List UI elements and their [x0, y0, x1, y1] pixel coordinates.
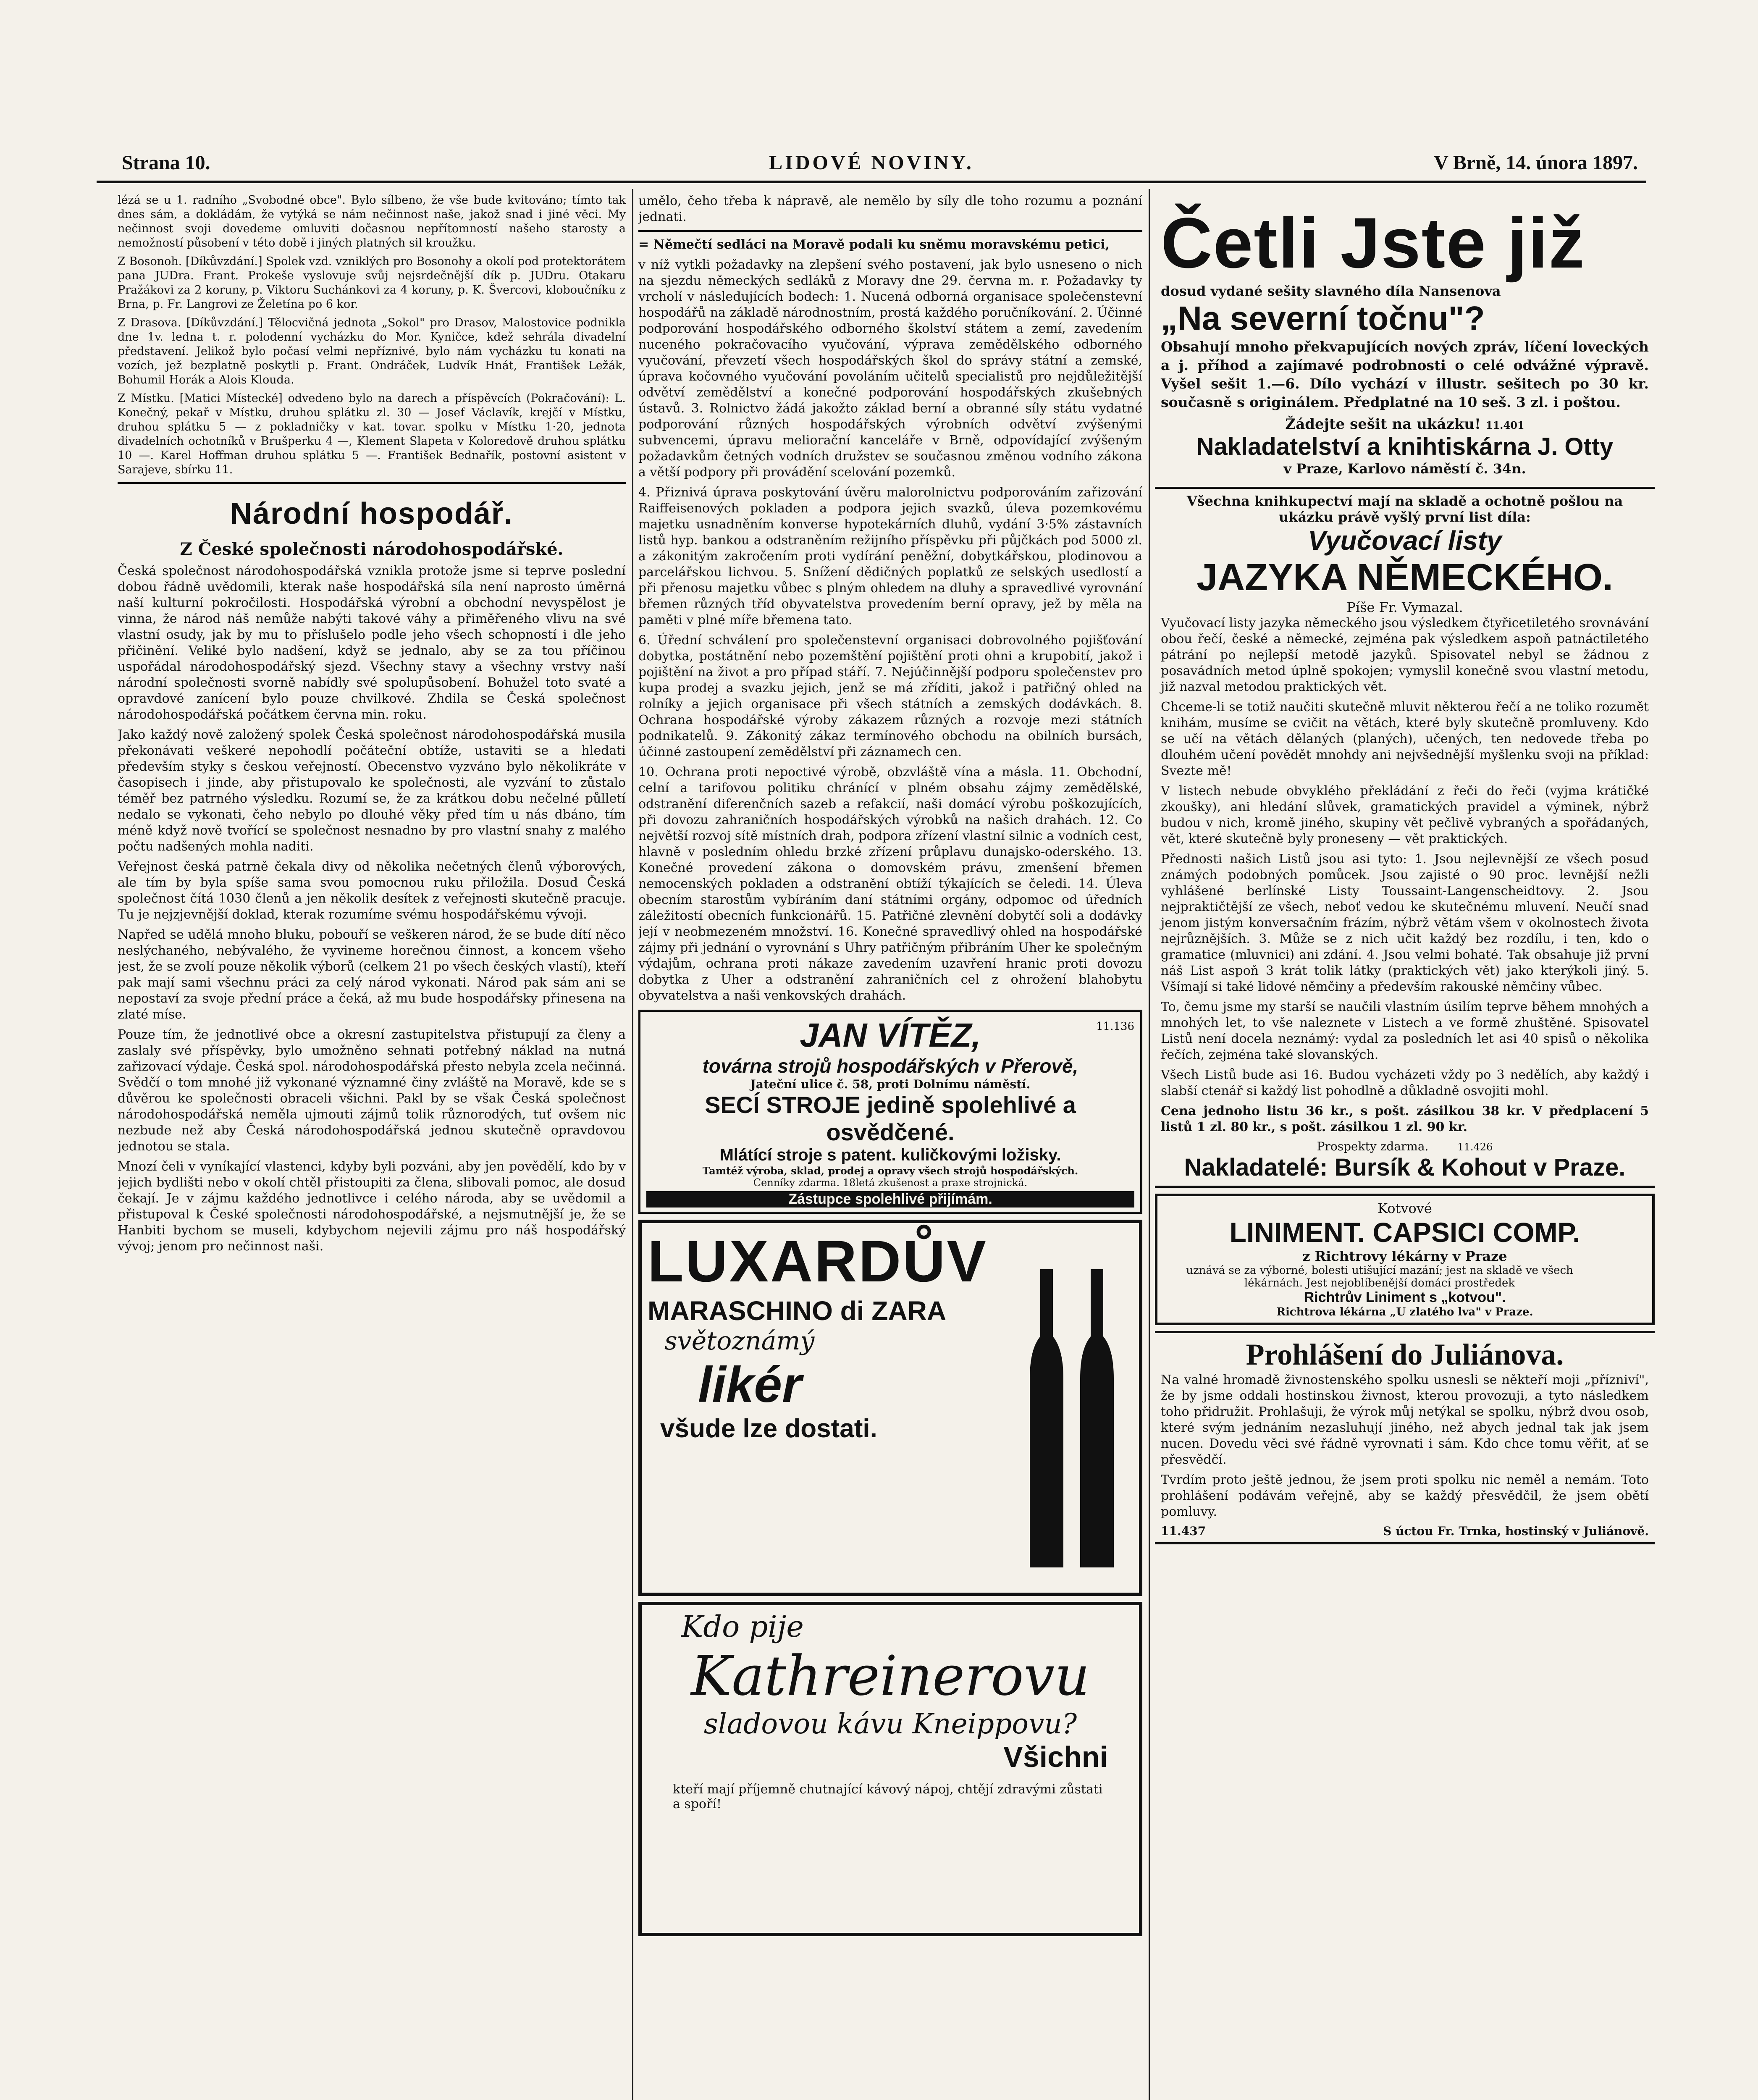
- ad-brand: LUXARDŮV: [648, 1228, 988, 1294]
- paragraph: To, čemu jsme my starší se naučili vlastním úsilím teprve během mnohých a mnohých let, to vše naleznete v Listech a ve formě zhuštěné. Spisovatel Listů není docela neznámý: vydal za posledních let asi 40 spisů o několika řečích, zejména také slovanských.: [1161, 1000, 1649, 1062]
- column-2: [638, 193, 1142, 2100]
- article-headline: = Němečtí sedláci na Moravě podali ku sněmu moravskému petici,: [638, 237, 1110, 252]
- paragraph: Vyučovací listy jazyka německého jsou výsledkem čtyřicetiletého srovnávání obou řečí, české a německé, zejména pak výsledkem aspoň patnáctiletého pátrání po nejlepší metodě jazyků. Spisovatel nebyl se žádnou z posavádních metod úplně spokojen; vymyslil konečně svou vlastní metodu, již nazval metodou praktických vět.: [1161, 616, 1649, 694]
- paragraph: umělo, čeho třeba k nápravě, ale nemělo by síly dle toho rozumu a poznání jednati.: [638, 194, 1142, 224]
- paragraph: Z Bosonoh. [Díkůvzdání.] Spolek vzd. vzniklých pro Bosonohy a okolí pod protektorátem pana JUDra. Frant. Prokeše vyslovuje svůj nejsrdečnější dík p. JUDru. Otakaru Pražákovi za 2 koruny, p. Viktoru Suchánkovi za 4 koruny, p. K. Švercovi, kloboučníku z Brna, p. Fr. Langrovi ze Želetína po 6 kor.: [118, 255, 626, 311]
- paragraph: Napřed se udělá mnoho bluku, pobouří se veškeren národ, že se bude dítí něco neslýchaného, nebývalého, že vyvineme horečnou činnost, a koncem všeho jest, že se zvolí pouze několik výborů (celkem 21 po všech českých vlastí), kteří pak mají sami všechnu práci za celý národ vykonati. Národ pak sám ani se nepostaví za svoje přední práce a čeká, až mu bude hospodářsky přinesena na zlaté míse.: [118, 927, 626, 1022]
- ad-number: 11.426: [1457, 1141, 1493, 1153]
- ad-title: JAZYKA NĚMECKÉHO.: [1196, 556, 1613, 598]
- ad-line: SECÍ STROJE jedině spolehlivé a osvědčené.: [705, 1092, 1076, 1145]
- ad-body: Obsahují mnoho překvapujících nových zpráv, líčení loveckých a j. příhod a zajímavé podrobnosti o celé odvážné výpravě. Vyšel sešit 1.—6. Dílo vychází v illustr. sešitech po 30 kr. současně s originálem. Předplatné na 10 seš. 3 zl. i poštou.: [1161, 339, 1649, 410]
- ad-number: 11.401: [1485, 419, 1524, 431]
- ad-line: Cenníky zdarma. 18letá zkušenost a praxe strojnická.: [753, 1177, 1028, 1189]
- ad-line: Mlátící stroje s patent. kuličkovými ložisky.: [719, 1146, 1061, 1164]
- ad-slogan: světoznámý: [664, 1326, 815, 1356]
- paragraph: Cena jednoho listu 36 kr., s pošt. zásilkou 38 kr. V předplacení 5 listů 1 zl. 80 kr., s pošt. zásilkou 1 zl. 90 kr.: [1161, 1104, 1649, 1134]
- ad-line: Jateční ulice č. 58, proti Dolnímu náměstí.: [750, 1077, 1031, 1091]
- advert-jan-vitez: [638, 1010, 1142, 1214]
- notice-julianov: [1155, 1331, 1655, 1544]
- advert-luxardo: [638, 1220, 1142, 1596]
- column-divider: [632, 189, 633, 2100]
- divider: [118, 482, 626, 484]
- paragraph: Všech Listů bude asi 16. Budou vycházeti vždy po 3 nedělích, aby každý i slabší ctenář si každý list pohodlně a důkladně osvojiti mohl.: [1161, 1068, 1649, 1098]
- notice-title: Prohlášení do Juliánova.: [1246, 1338, 1564, 1371]
- ad-line: Tamtéž výroba, sklad, prodej a opravy všech strojů hospodářských.: [702, 1165, 1078, 1177]
- ad-title: Vyučovací listy: [1308, 525, 1502, 556]
- ad-line: Kdo pije: [681, 1609, 804, 1644]
- advert-liniment: [1155, 1194, 1655, 1325]
- ad-line: z Richtrovy lékárny v Praze: [1302, 1248, 1507, 1264]
- paragraph: Přednosti našich Listů jsou asi tyto: 1. Jsou nejlevnější ze všech posud známých podobných pomůcek. Jsou zajisté o 90 proc. levnější nežli vyhlášené berlínské Listy Toussaint-Langenscheidtovy. 2. Jsou nejpraktičtější ze všech, neboť vedou ke skutečnému mluvení. Neučí snad jenom jistým konversačním frázím, nýbrž větám všem v okolnostech života nejrůznějších. 3. Může se z nich učit každý bez rozdílu, i ten, kdo o gramatice (mluvnici) ani zdání. 4. Jsou velmi bohaté. Tak obsahuje již první náš List aspoň 3 krát tolik látky (praktických vět) jako kterýkoli jiný. 5. Všímají si také lidové němčiny a především rakouské němčiny vůbec.: [1161, 852, 1649, 994]
- ad-line: Zástupce spolehlivé přijímám.: [646, 1191, 1134, 1208]
- advert-nemecky-jazyk: [1155, 487, 1655, 1188]
- ad-slogan: všude lze dostati.: [660, 1414, 877, 1443]
- ad-title: LINIMENT. CAPSICI COMP.: [1229, 1217, 1580, 1248]
- ad-slogan: likér: [698, 1357, 802, 1413]
- paragraph: Chceme-li se totiž naučiti skutečně mluvit některou řečí a ne toliko rozumět knihám, musíme se cvičit na větách, které byly skutečně promluveny. Kdo se učí na větách dělaných (planých), učených, ten nedovede třeba po dlouhém učení povědět mnohdy ani nejvšednější myšlenku svoji na příklad: Svezte mě!: [1161, 700, 1649, 778]
- paragraph: Veřejnost česká patrně čekala divy od několika nečetných členů výborových, ale tím by byla spíše sama svou pomocnou ruku přiložila. Dosud Česká společnost čítá 1030 členů a jen několik desítek z veřejnosti skutečně pracuje. Tu je nejzjevnější doklad, kterak rozumíme svému hospodářskému vývoji.: [118, 859, 626, 922]
- notice-number: 11.437: [1161, 1524, 1206, 1538]
- paragraph: V listech nebude obvyklého překládání z řeči do řeči (vyjma krátičké zkoušky), ani hledání slůvek, gramatických pravidel a výminek, nýbrž budou v nich, kromě jiného, skupiny vět pečlivě vybraných a spořádaných, vět, které skutečně byly proneseny — vět praktických.: [1161, 784, 1649, 846]
- paragraph: v níž vytkli požadavky na zlepšení svého postavení, jak bylo usneseno o nich na sjezdu německých sedláků z Moravy dne 29. června m. r. Požadavky ty vrcholí v následujících bodech: 1. Nucená odborná organisace společenstevní hospodářů na základě národnostním, prostá každého poručníkování. 2. Účinné podporování hospodářského odborného školství státem a zemí, zavedením nuceného pokračovacího vyučování, výprava zemědělského odborného vyučování, převzetí všech hospodářských škol do správy státní a zemské, úprava kočovného vyučování povoláním učitelů specialistů pro nejdůležitější odvětví zemědělství a konečné podporování hospodářských zkušebných ústavů. 3. Rolnictvo žádá jakožto základ berní a obranné síly státu vydatné podporování různých hospodářských výrobních odvětví zvýšenými subvencemi, úpravu meliorační kanceláře v Brně, odpovídající zvýšeným požadavkům četných vodních družstev se současnou změnou vodního zákona a větší podpory při provádění scelování pozemků.: [638, 257, 1142, 480]
- ad-publisher: Nakladatelé: Bursík & Kohout v Praze.: [1184, 1154, 1626, 1181]
- ad-cta: [1161, 416, 1649, 433]
- page-header: [97, 151, 1646, 183]
- ad-title: Četli Jste již: [1161, 203, 1585, 283]
- ad-line: uznává se za výborné, bolesti utišující mazání; jest na skladě ve všech lékárnách. Jest nejoblíbenější domácí prostředek: [1186, 1264, 1573, 1289]
- paragraph: Česká společnost národohospodářská vznikla protože jsme si teprve poslední dobou řádně uvědomili, kterak naše hospodářská síla není naprosto úměrná naší kulturní pokročilosti. Hospodářská výrobní a obchodní nevyspělost je vinna, že národ náš nemůže nabýti takové váhy a přiměřeného vlivu na své vlastní osudy, jak by mu to příslušelo podle jeho všech schopností i dle jeho přičinění. Veliké bylo nadšení, když se jednalo, aby se za tou příčinou uspořádal národohospodářský sjezd. Všechny stavy a všechny vrstvy naší národní společnosti svorně nabídly své spolupůsobení. Bohužel toto svaté a opravdové zanícení bylo pouze chvilkové. Zhdila se Česká společnost národohospodářská počátkem června min. roku.: [118, 564, 626, 722]
- paragraph: Mnozí čeli v vyníkající vlastenci, kdyby byli pozváni, aby jen povědělí, kdo by v jejich bydlišti nebo v okolí chtěl přistoupiti za člena, slibovali pomoc, ale dosud čekají. Je v zájmu každého jednotlivce i celého národa, aby se uvědomil a přistupoval k České společnosti národohospodářské, a nejsmutnější je, že se Hanbiti bychom se museli, kdybychom nejevili zájmu pro náš hospodářský vývoj; jenom pro nečinnost naši.: [118, 1159, 626, 1254]
- ad-brand: JAN VÍTĚZ,: [800, 1016, 981, 1054]
- paragraph: Tvrdím proto ještě jednou, že jsem proti spolku nic neměl a nemám. Toto prohlášení podávám veřejně, aby se každý přesvědčil, že jsem obětí pomluvy.: [1161, 1473, 1649, 1519]
- issue-date: V Brně, 14. února 1897.: [1434, 152, 1638, 174]
- ad-line: Všechna knihkupectví mají na skladě a ochotně pošlou na ukázku právě vyšlý první list díla:: [1186, 493, 1623, 525]
- article-title: Z České společnosti národohospodářské.: [180, 539, 564, 559]
- ad-line: továrna strojů hospodářských v Přerově,: [702, 1055, 1078, 1077]
- ad-author: Píše Fr. Vymazal.: [1346, 599, 1463, 615]
- ad-line: kteří mají příjemně chutnající kávový nápoj, chtějí zdravými zůstati a spoří!: [673, 1782, 1103, 1811]
- divider: [638, 230, 1142, 232]
- ad-brand: Kathreinerovu: [691, 1644, 1090, 1708]
- paragraph: Z Drasova. [Díkůvzdání.] Tělocvičná jednota „Sokol" pro Drasov, Malostovice podnikla dne 1v. ledna t. r. polodenní vycházku do Mor. Kyničce, kdež sehrála divadelní představení. Jelikož bylo počasí velmi nepříznivé, bylo nám vycházku tu konati na vozích, jež bezplatně poskytli p. Frant. Ondráček, Ludvík Hnát, František Ležák, Bohumil Horák a Alois Klouda.: [118, 316, 626, 386]
- advert-kathreiner: [638, 1602, 1142, 1936]
- column-1: [118, 193, 626, 2100]
- ad-line: Prospekty zdarma.: [1317, 1139, 1429, 1153]
- column-3: [1155, 193, 1655, 2100]
- paragraph: lézá se u 1. radního „Svobodné obce". Bylo sílbeno, že vše bude kvitováno; tímto tak dnes sám, a dokládám, že vytýká se nám nečinnost naše, jakož snad i jiné věci. My nečinnost svoji dovedeme omluviti dočasnou nepřítomností našeho starosty a nemožností působení v této době i jiných platných sil kroužku.: [118, 194, 626, 249]
- paragraph: 6. Úřední schválení pro společenstevní organisaci dobrovolného pojišťování dobytka, postátnění nebo pozemštění pojištění proti ohni a krupobití, jakož i pojištění na život a pro případ stáří. 7. Nejúčinnější podporu společenstev pro kupa prodej a svazku jejich, jenž se má zříditi, jakož i patřičný ohled na rolníky a jejich organisace při všech státních a zemských dodávkách. 8. Ochrana hospodářské výroby zákazem různých a rozvoje mezi státních podnikatelů. 9. Zákonitý zákaz termínového obchodu na obilních bursách, účinné zastoupení zemědělství při záznamech cen.: [638, 633, 1142, 759]
- paragraph: 10. Ochrana proti nepoctivé výrobě, obzvláště vína a másla. 11. Obchodní, celní a tarifovou politiku chránící v plném obsahu zájmy zemědělské, odstranění diferenčních sazeb a refakcií, naši domácí výrobu poškozujících, při dovozu zahraničních hospodářských výrobků na našich drahách. 12. Co největší rozvoj sítě místních drah, podpora zřízení vlastní silnic a vodních cest, hlavně v posledním ohledu brzké zřízení průplavu dunajsko-oderského. 13. Konečné provedení zákona o domovském právu, zmenšení břemen nemocenských pokladen a odstranění obtíží týkajících se čeledi. 14. Úleva obecním starostům vybíráním daní státními orgány, odpomoc od úředních záležitostí obecních funkcionářů. 15. Patřičné zlevnění dobytčí soli a dodávky její v neobmezeném množství. 16. Konečné spravedlivý ohled na hospodářské zájmy při jednání o vyrovnání s Uhry patřičným přibráním Uher ke společným výdajům, ochrana proti nákaze zavedením uzavření hranic proti dovozu dobytka z Uher a odstranění zahraničních cel z ohrožení blahobytu obyvatelstva a naši venkovských drahách.: [638, 765, 1142, 1003]
- notice-signature: S úctou Fr. Trnka, hostinský v Juliánově.: [1383, 1524, 1649, 1538]
- ad-publisher: Nakladatelství a knihtiskárna J. Otty: [1196, 433, 1614, 460]
- ad-line: Richtrova lékárna „U zlatého lva" v Praze.: [1276, 1306, 1533, 1318]
- bottles-illustration: [1005, 1240, 1131, 1567]
- ad-line: sladovou kávu Kneippovu?: [703, 1708, 1077, 1740]
- paragraph: Na valné hromadě živnostenského spolku usnesli se někteří moji „přízniví", že by jsme oddali hostinskou živnost, kterou provozuji, a tyto následkem toho přidružit. Prohlašuji, že výrok můj netýkal se spolku, nýbrž dvou osob, které svým jednáním nezasluhují jiného, než abych jednal tak jak jsem nucen. Dovedu věci své řádně vyrovnati i sám. Kdo chce tomu věřit, ať se přesvědčí.: [1161, 1373, 1649, 1467]
- paragraph: Jako každý nově založený spolek Česká společnost národohospodářská musila překonávati veškeré nepohodlí počáteční obtíže, ustaviti se a hledati především styky s českou veřejností. Obecenstvo vyzváno bylo několikráte v časopisech i jinde, aby přistupovalo ke společnosti, ale vyzvání to zůstalo téměř bez patrného výsledku. Rozumí se, že za krátkou dobu nečelné půlletí nedalo se vykonati, čeho nebylo po dlouhé věky před tím u nás dbáno, tím méně když nově tvořící se společnost nesnadno by pro vlastní snahy z malého počtu nadšených mohla naditi.: [118, 727, 626, 854]
- ad-address: v Praze, Karlovo náměstí č. 34n.: [1283, 461, 1526, 477]
- paragraph: 4. Přiznivá úprava poskytování úvěru malorolnictvu podporováním zařizování Raiffeisenových pokladen a podpora jejich svazků, úleva pozemkovému majetku usnadněním konverse hypotekárních dluhů, vydání 3·5% zástavních listů hyp. bankou a odstraněním režijního příspěvku při půjčkách pod 5000 zl. a zákonitým zakročením proti vydírání peněžní, dobytkářskou, plodinovou a parcelářskou lichvou. 5. Snížení dědičných poplatků ze selských usedlostí a při přenosu majetku vůbec s plným ohledem na dluhy a spravedlivé vyrovnání břemen různých tříd obyvatelstva provedením berní opravy, jež by měla na paměti v plné míře břemena tato.: [638, 485, 1142, 627]
- ad-line: Kotvové: [1378, 1200, 1432, 1216]
- paragraph: Pouze tím, že jednotlivé obce a okresní zastupitelstva přistupují za členy a zaslaly své příspěvky, bylo umožněno sehnati potřebný náklad na nutná zařizovací výdaje. Česká spol. národohospodářská přesto nebyla zcela nečinná. Svědčí o tom mnohé již vykonané významné činy zvláště na Moravě, kde se s důvěrou ke společnosti obraceli všichni. Pakl by se však Česká společnost národohospodářská neměla ujmouti zájmů tolik různorodých, tuť ovšem nic nezbude než aby Česká národohospodářská jednou skutečně opravdovou jednotou se stala.: [118, 1027, 626, 1154]
- paragraph: Z Místku. [Matici Místecké] odvedeno bylo na darech a příspěvcích (Pokračování): L. Konečný, pekař v Místku, druhou splátku zl. 30 — Josef Václavík, krejčí v Místku, druhou splátku 5 — z pokladničky v kat. tovar. spolku v Místku 1·20, jednota divadelních ochotníků v Brušperku 4 —, Klement Slapeta v Koloredově druhou splátku 10 —. Karel Hoffman druhou splátku 5 —. František Bednařík, postovní asistent v Sarajeve, sbírku 11.: [118, 392, 626, 476]
- paper-title: LIDOVÉ NOVINY.: [769, 152, 974, 174]
- ad-subbrand: MARASCHINO di ZARA: [648, 1296, 947, 1326]
- ad-line: Všichni: [1003, 1740, 1108, 1773]
- advert-nansen: [1155, 199, 1655, 481]
- ad-line: „Na severní točnu"?: [1161, 299, 1485, 337]
- page-number: Strana 10.: [122, 152, 210, 174]
- column-divider: [1149, 189, 1150, 2100]
- ad-line: dosud vydané sešity slavného díla Nansenova: [1161, 283, 1501, 299]
- ad-number: 11.136: [1096, 1020, 1134, 1033]
- section-title: Národní hospodář.: [230, 497, 514, 530]
- ad-line: Richtrův Liniment s „kotvou".: [1304, 1289, 1506, 1305]
- ad-line: Žádejte sešit na ukázku!: [1285, 416, 1481, 433]
